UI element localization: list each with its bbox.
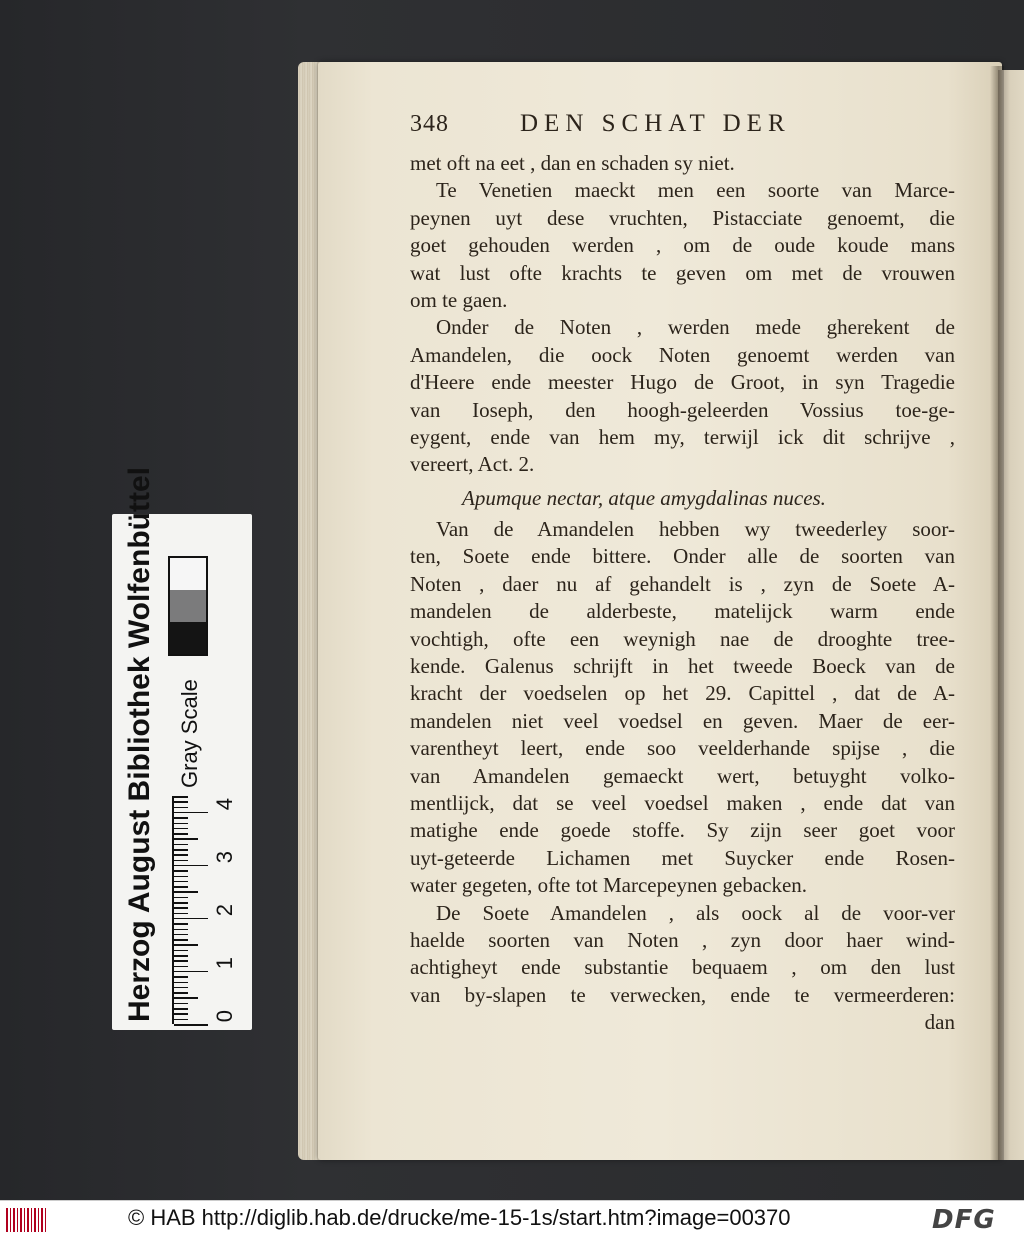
- ruler-number: 2: [212, 903, 237, 917]
- text-line: Apumque nectar, atque amygdalinas nuces.: [462, 485, 826, 510]
- text-line: om te gaen.: [410, 287, 508, 312]
- ruler-tick: [174, 849, 188, 851]
- text-line: vochtigh, ofte een weynigh nae de drooghte tree-: [410, 626, 955, 651]
- text-line: van by-slapen te verwecken, ende te vermeerderen:: [410, 982, 955, 1007]
- text-line: water gegeten, ofte tot Marcepeynen gebacken.: [410, 873, 808, 898]
- gray-swatch: [170, 590, 206, 622]
- black-swatch: [170, 622, 206, 654]
- ruler-tick: [174, 982, 188, 984]
- ruler-tick: [174, 918, 208, 920]
- text-lines: [410, 150, 955, 1037]
- ruler: [172, 796, 214, 1024]
- text-line: Te Venetien maeckt men een soorte van Marce-: [436, 178, 955, 203]
- ruler-tick: [174, 1008, 188, 1010]
- ruler-tick: [174, 854, 188, 856]
- ruler-tick: [174, 944, 198, 946]
- page-header: [410, 110, 955, 150]
- spine-shadow: [990, 66, 1004, 1160]
- ruler-tick: [174, 1013, 188, 1015]
- gray-scale-swatches: [168, 556, 208, 656]
- ruler-tick: [174, 987, 188, 989]
- ruler-tick: [174, 817, 188, 819]
- white-swatch: [170, 558, 206, 590]
- text-line: mandelen de alderbeste, matelijck warm ende: [410, 599, 955, 624]
- ruler-tick: [174, 960, 188, 962]
- ruler-tick: [174, 992, 188, 994]
- text-line: mandelen niet veel voedsel en geven. Maer de eer-: [410, 708, 955, 733]
- ruler-tick: [174, 923, 188, 925]
- text-line: wat lust ofte krachts te geven om met de vrouwen: [410, 260, 955, 285]
- ruler-tick: [174, 796, 188, 798]
- footer-bar: [0, 1200, 1024, 1239]
- text-line: ten, Soete ende bittere. Onder alle de soorten van: [410, 544, 955, 569]
- text-line: kende. Galenus schrijft in het tweede Boeck van de: [410, 654, 955, 679]
- ruler-tick: [174, 950, 188, 952]
- text-line: met oft na eet , dan en schaden sy niet.: [410, 151, 735, 175]
- text-line: dan: [924, 1010, 955, 1035]
- ruler-tick: [174, 1024, 208, 1026]
- text-line: Onder de Noten , werden mede gherekent de: [436, 315, 955, 340]
- ruler-tick: [174, 1019, 188, 1021]
- ruler-tick: [174, 865, 208, 867]
- ruler-tick: [174, 934, 188, 936]
- hab-barcode-icon: [6, 1208, 46, 1232]
- ruler-tick: [174, 860, 188, 862]
- text-line: goet gehouden werden , om de oude koude mans: [410, 233, 955, 258]
- ruler-tick: [174, 881, 188, 883]
- ruler-tick: [174, 812, 208, 814]
- text-line: kracht der voedselen op het 29. Capittel , dat de A-: [410, 681, 955, 706]
- text-line: Amandelen, die oock Noten genoemt werden van: [410, 342, 955, 367]
- ruler-tick: [174, 971, 208, 973]
- text-line: achtigheyt ende substantie bequaem , om den lust: [410, 955, 955, 980]
- text-line: matighe ende goede stoffe. Sy zijn seer goet voor: [410, 818, 955, 843]
- ruler-tick: [174, 966, 188, 968]
- ruler-tick: [174, 1003, 188, 1005]
- ruler-tick: [174, 891, 198, 893]
- ruler-tick: [174, 939, 188, 941]
- ruler-tick: [174, 807, 188, 809]
- ruler-tick: [174, 828, 188, 830]
- scale-bar-title: Herzog August Bibliothek Wolfenbüttel: [123, 467, 156, 1022]
- ruler-tick: [174, 997, 198, 999]
- ruler-number: 0: [212, 1010, 237, 1023]
- ruler-tick: [174, 801, 188, 803]
- footer-copyright: © HAB http://diglib.hab.de/drucke/me-15-1s/start.htm?image=00370: [128, 1205, 791, 1230]
- text-line: De Soete Amandelen , als oock al de voor-ver: [436, 900, 955, 925]
- text-line: uyt-geteerde Lichamen met Suycker ende Rosen-: [410, 845, 955, 870]
- ruler-number: 4: [212, 797, 237, 811]
- ruler-number: 3: [212, 850, 237, 864]
- ruler-number: 1: [212, 956, 237, 970]
- ruler-tick: [174, 902, 188, 904]
- ruler-tick: [174, 833, 188, 835]
- text-line: d'Heere ende meester Hugo de Groot, in syn Tragedie: [410, 370, 955, 395]
- text-line: van Amandelen gemaeckt wert, betuyght volko-: [410, 763, 955, 788]
- ruler-tick: [174, 929, 188, 931]
- text-line: mentlijck, dat se veel voedsel maken , ende dat van: [410, 790, 955, 815]
- dfg-logo: DFG: [932, 1205, 996, 1235]
- ruler-tick: [174, 897, 188, 899]
- ruler-tick: [174, 886, 188, 888]
- text-line: peynen uyt dese vruchten, Pistacciate genoemt, die: [410, 205, 955, 230]
- text-line: Noten , daer nu af gehandelt is , zyn de Soete A-: [410, 571, 955, 596]
- text-line: haelde soorten van Noten , zyn door haer wind-: [410, 927, 955, 952]
- text-line: van Ioseph, den hoogh-geleerden Vossius toe-ge-: [410, 397, 955, 422]
- ruler-tick: [174, 907, 188, 909]
- text-line: Van de Amandelen hebben wy tweederley soor-: [436, 517, 955, 542]
- ruler-tick: [174, 876, 188, 878]
- text-line: vereert, Act. 2.: [410, 452, 535, 477]
- page-number: 348: [410, 111, 449, 137]
- ruler-tick: [174, 870, 188, 872]
- ruler-tick: [174, 913, 188, 915]
- ruler-tick: [174, 844, 188, 846]
- text-line: eygent, ende van hem my, terwijl ick dit schrijve ,: [410, 424, 955, 449]
- ruler-tick: [174, 976, 188, 978]
- ruler-tick: [174, 838, 198, 840]
- ruler-tick: [174, 823, 188, 825]
- ruler-tick: [174, 955, 188, 957]
- scale-bar: [112, 467, 252, 1030]
- gray-scale-label: Gray Scale: [177, 679, 202, 789]
- page-text-block: [410, 110, 955, 1037]
- running-title: DEN SCHAT DER: [520, 110, 791, 137]
- text-line: varentheyt leert, ende soo veelderhande spijse , die: [410, 736, 955, 761]
